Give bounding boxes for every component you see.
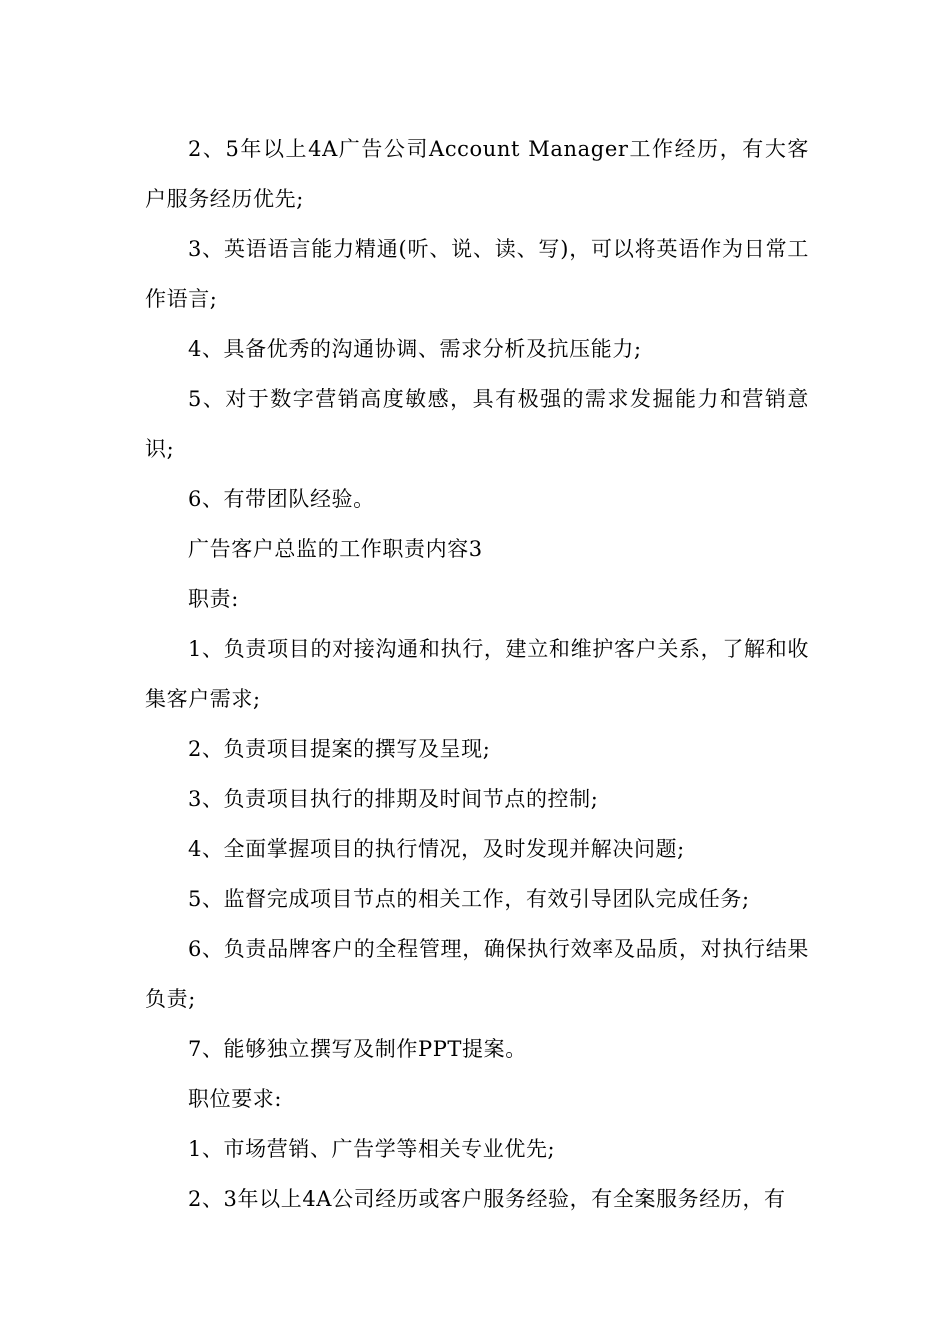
requirements-heading: 职位要求: [188, 1087, 283, 1111]
section-heading: 广告客户总监的工作职责内容3 [188, 537, 483, 561]
paragraph-requirement-6: 6、有带团队经验。 [188, 487, 375, 511]
paragraph-requirement-3: 3、英语语言能力精通(听、说、读、写)，可以将英语作为日常工作语言; [145, 237, 809, 311]
paragraph-duty-2: 2、负责项目提案的撰写及呈现; [188, 737, 491, 761]
paragraph-job-requirement-1: 1、市场营销、广告学等相关专业优先; [188, 1137, 556, 1161]
paragraph-duty-3: 3、负责项目执行的排期及时间节点的控制; [188, 787, 599, 811]
paragraph-duty-6: 6、负责品牌客户的全程管理，确保执行效率及品质，对执行结果负责; [145, 937, 809, 1011]
paragraph-requirement-5: 5、对于数字营销高度敏感，具有极强的需求发掘能力和营销意识; [145, 387, 809, 461]
paragraph-duty-1: 1、负责项目的对接沟通和执行，建立和维护客户关系，了解和收集客户需求; [145, 637, 809, 711]
paragraph-duty-7: 7、能够独立撰写及制作PPT提案。 [188, 1037, 527, 1061]
paragraph-requirement-2: 2、5年以上4A广告公司Account Manager工作经历，有大客户服务经历优先; [145, 137, 809, 211]
paragraph-requirement-4: 4、具备优秀的沟通协调、需求分析及抗压能力; [188, 337, 642, 361]
duties-heading: 职责: [188, 587, 239, 611]
paragraph-duty-4: 4、全面掌握项目的执行情况，及时发现并解决问题; [188, 837, 685, 861]
paragraph-job-requirement-2: 2、3年以上4A公司经历或客户服务经验，有全案服务经历，有 [188, 1187, 786, 1211]
paragraph-duty-5: 5、监督完成项目节点的相关工作，有效引导团队完成任务; [188, 887, 750, 911]
document-page [145, 124, 809, 1224]
